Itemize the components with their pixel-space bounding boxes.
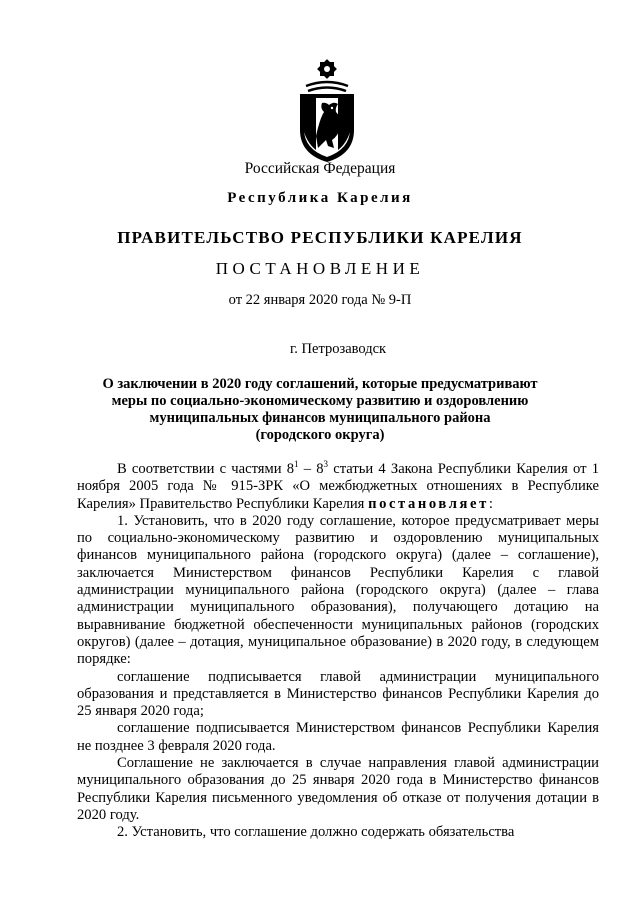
title-line: О заключении в 2020 году соглашений, которые предусматривают xyxy=(102,376,538,392)
paragraph: Соглашение не заключается в случае направления главой администрации муниципального образования до 25 января 2020 года в Министерство финансов Республики Карелия письменного уведомления об отказе от получения дотации в 2020 году. xyxy=(77,755,599,823)
karelia-coat-of-arms-icon xyxy=(294,58,360,164)
paragraph: 2. Установить, что соглашение должно содержать обязательства xyxy=(117,824,515,841)
country-name: Российская Федерация xyxy=(244,160,396,177)
document-body xyxy=(77,461,599,842)
paragraph: соглашение подписывается главой администрации муниципального образования и представляется в Министерство финансов Республики Карелия до 25 января 2020 года; xyxy=(77,668,599,720)
document-city: г. Петрозаводск xyxy=(290,341,387,357)
title-line: меры по социально-экономическому развитию и оздоровлению xyxy=(111,393,529,409)
superscript: 1 xyxy=(294,459,299,470)
preamble-paragraph xyxy=(77,461,599,513)
document-title xyxy=(100,376,540,444)
paragraph: 1. Установить, что в 2020 году соглашение, которое предусматривает меры по социально-экономическому развитию и оздоровлению муниципальных финансов муниципального района (городского округа) (далее – соглашение), заключается Министерством финансов Республики Карелия с главой администрации муниципального района (городского округа) (далее – глава администрации муниципального образования), получающего дотацию на выравнивание бюджетной обеспеченности муниципальных районов (городских округов) (далее – дотация, муниципальное образование) в 2020 году, в следующем порядке: xyxy=(77,512,599,668)
preamble-text: – 8 xyxy=(298,461,324,477)
document-date-number: от 22 января 2020 года № 9-П xyxy=(228,292,412,308)
republic-name: Республика Карелия xyxy=(227,190,413,206)
paragraph: соглашение подписывается Министерством финансов Республики Карелия не позднее 3 февраля 2020 года. xyxy=(77,720,599,754)
preamble-text: статьи 4 Закона Республики Карелия от 1 ноября 2005 года № 915-ЗРК «О межбюджетных отношениях в Республике Карелия» Правительство Республики Карелия xyxy=(77,461,599,512)
government-name: ПРАВИТЕЛЬСТВО РЕСПУБЛИКИ КАРЕЛИЯ xyxy=(117,228,523,247)
title-line: муниципальных финансов муниципального района xyxy=(149,410,491,426)
superscript: 3 xyxy=(323,459,329,470)
preamble-text: В соответствии с частями 8 xyxy=(117,461,295,477)
document-type: ПОСТАНОВЛЕНИЕ xyxy=(215,259,425,278)
title-line: (городского округа) xyxy=(255,427,385,443)
preamble-text: : xyxy=(488,495,493,512)
decree-word: постановляет xyxy=(368,495,489,512)
